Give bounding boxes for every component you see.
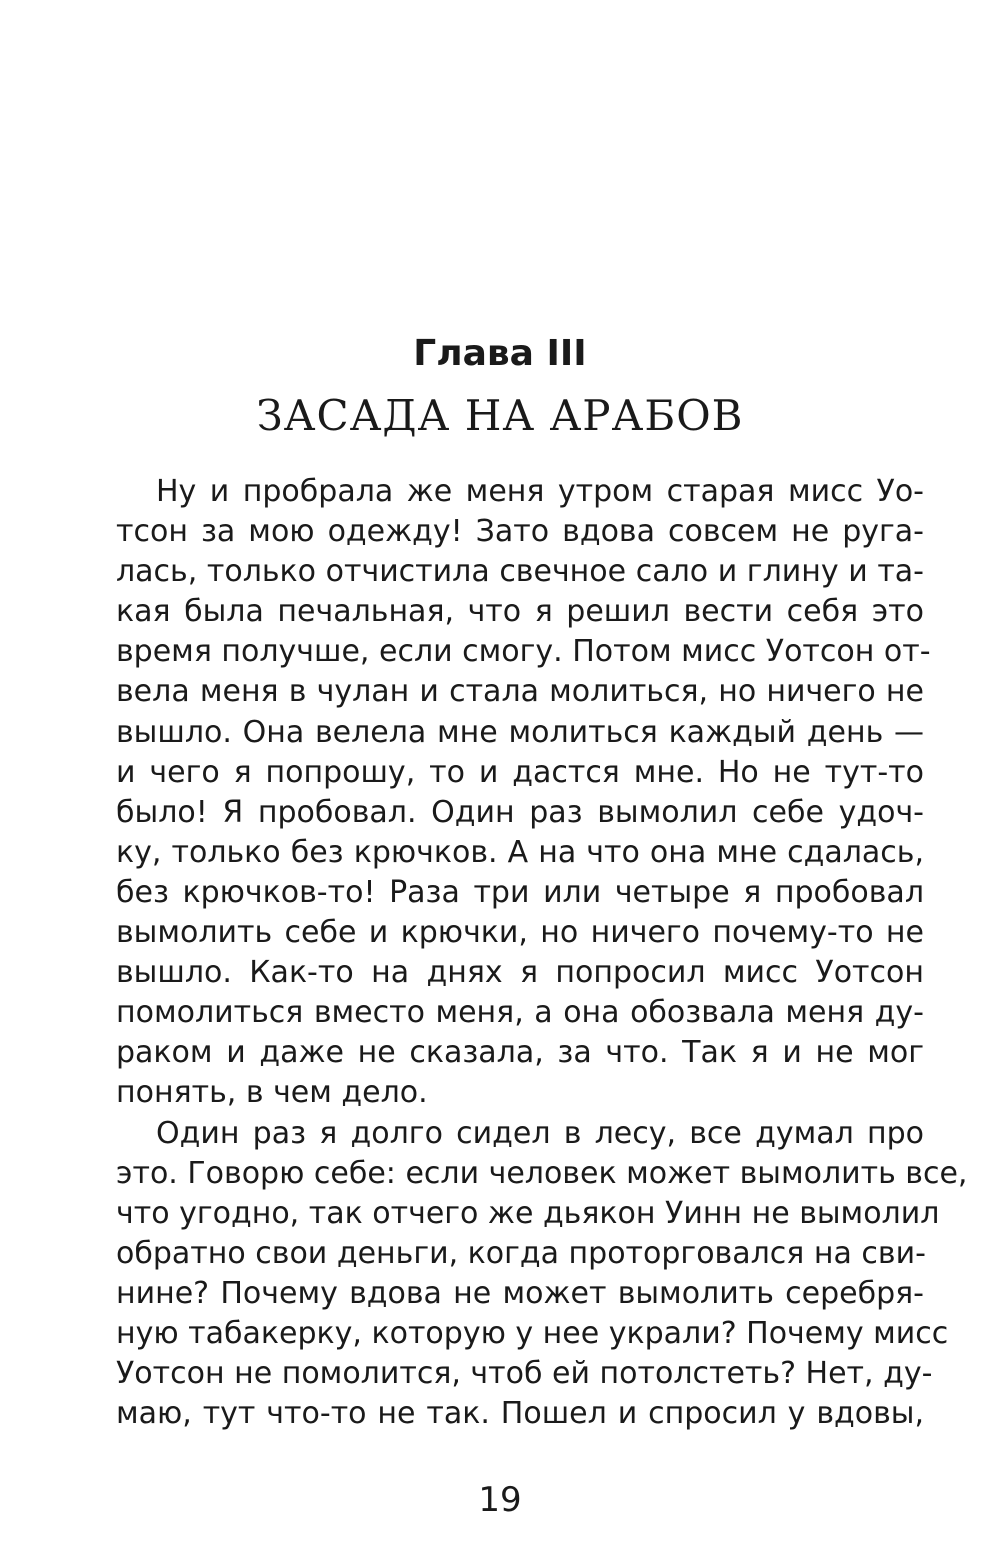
text-line: нине? Почему вдова не может вымолить серебря- bbox=[116, 1275, 924, 1311]
body-text bbox=[116, 472, 968, 1434]
chapter-label: Глава III bbox=[413, 333, 587, 374]
text-line: вела меня в чулан и стала молиться, но ничего не bbox=[116, 674, 924, 710]
text-line: кая была печальная, что я решил вести себя это bbox=[116, 594, 924, 630]
text-line: что угодно, так отчего же дьякон Уинн не вымолил bbox=[116, 1195, 940, 1231]
text-line: лась, только отчистила свечное сало и глину и та- bbox=[116, 554, 924, 590]
text-line: помолиться вместо меня, а она обозвала меня ду- bbox=[116, 995, 924, 1031]
text-line: Один раз я долго сидел в лесу, все думал про bbox=[156, 1115, 924, 1151]
text-line: Уотсон не помолится, чтоб ей потолстеть? Нет, ду- bbox=[116, 1356, 933, 1392]
text-line: обратно свои деньги, когда проторговался на сви- bbox=[116, 1235, 926, 1271]
text-line: вымолить себе и крючки, но ничего почему-то не bbox=[116, 915, 924, 951]
paragraph-1 bbox=[116, 472, 931, 1114]
text-line: это. Говорю себе: если человек может вымолить все, bbox=[116, 1155, 968, 1191]
text-line: ку, только без крючков. А на что она мне сдалась, bbox=[116, 834, 924, 870]
page-number: 19 bbox=[478, 1480, 522, 1520]
text-line: время получше, если смогу. Потом мисс Уотсон от- bbox=[116, 634, 931, 670]
text-line: Ну и пробрала же меня утром старая мисс Уо- bbox=[156, 474, 924, 509]
chapter-title: ЗАСАДА НА АРАБОВ bbox=[256, 391, 744, 440]
paragraph-2 bbox=[116, 1114, 968, 1435]
text-line: тсон за мою одежду! Зато вдова совсем не руга- bbox=[116, 514, 924, 550]
text-line: вышло. Как-то на днях я попросил мисс Уотсон bbox=[116, 955, 924, 991]
text-line: без крючков-то! Раза три или четыре я пробовал bbox=[116, 874, 924, 910]
text-line: маю, тут что-то не так. Пошел и спросил у вдовы, bbox=[116, 1396, 924, 1432]
text-line: ную табакерку, которую у нее украли? Почему мисс bbox=[116, 1315, 949, 1351]
text-line: понять, в чем дело. bbox=[116, 1075, 428, 1111]
text-line: было! Я пробовал. Один раз вымолил себе удоч- bbox=[116, 794, 924, 830]
text-line: вышло. Она велела мне молиться каждый день — bbox=[116, 714, 924, 750]
text-line: и чего я попрошу, то и дастся мне. Но не тут-то bbox=[116, 754, 924, 790]
text-line: раком и даже не сказала, за что. Так я и не мог bbox=[116, 1035, 924, 1071]
